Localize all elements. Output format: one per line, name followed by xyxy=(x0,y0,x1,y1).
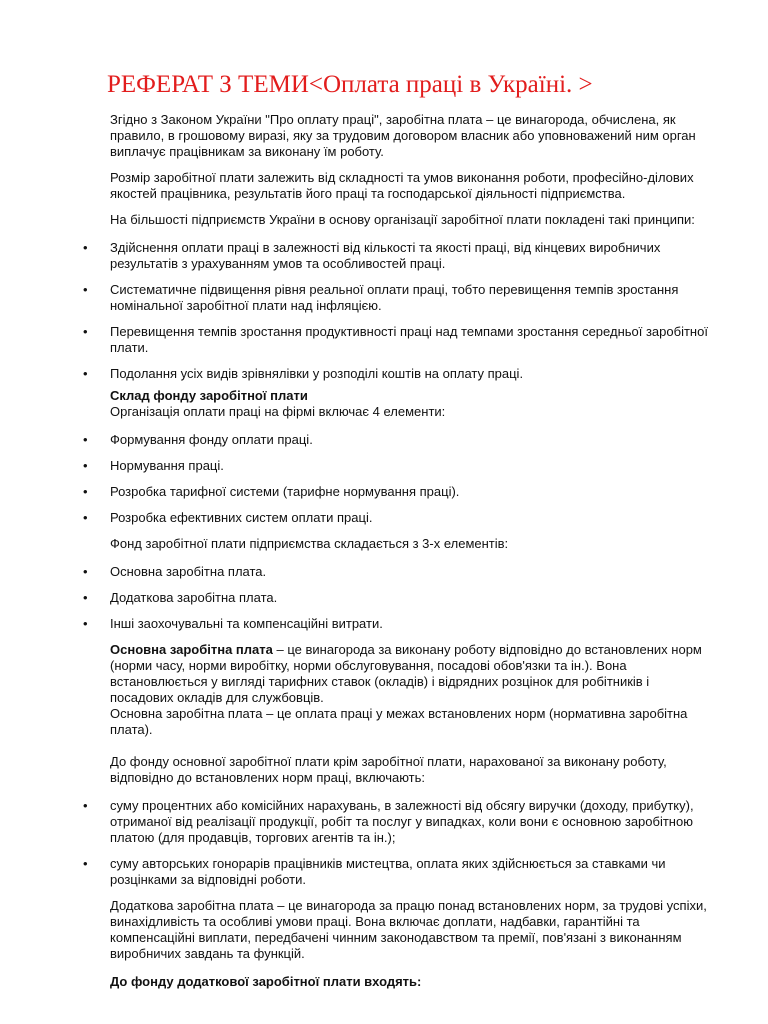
principles-list xyxy=(110,240,712,382)
document-title: РЕФЕРАТ З ТЕМИ<Оплата праці в Україні. > xyxy=(107,71,593,98)
basic-salary-definition-2: Основна заробітна плата – це оплата праці у межах встановлених норм (нормативна заробітна плата). xyxy=(110,706,688,737)
additional-salary-paragraph: Додаткова заробітна плата – це винагорода за працю понад встановлених норм, за трудові успіхи, винахідливість та особливі умови праці. Вона включає доплати, надбавки, гарантійні та компенсаційні виплати, передбачені чинним законодавством та премії, пов'язані з виконанням виробничих завдань та функцій. xyxy=(110,898,707,961)
list-item: • Розробка тарифної системи (тарифне нормування праці). xyxy=(110,484,712,500)
additional-salary-heading: До фонду додаткової заробітної плати входять: xyxy=(110,974,422,989)
basic-salary-list xyxy=(110,798,712,888)
list-item: • Систематичне підвищення рівня реальної оплати праці, тобто перевищення темпів зростання номінальної заробітної плати над інфляцією. xyxy=(110,282,712,314)
list-item: • Додаткова заробітна плата. xyxy=(110,590,712,606)
elements-list xyxy=(110,432,712,526)
intro-paragraph-1: Згідно з Законом України "Про оплату праці", заробітна плата – це винагорода, обчислена, як правило, в грошовому виразі, яку за трудовим договором власник або уповноважений ним орган виплачує працівникам за виконану їм роботу. xyxy=(110,112,696,159)
basic-salary-definition-text: – це винагорода за виконану роботу відповідно до встановлених норм (норми часу, норми виробітку, норми обслуговування, посадові обов'язки та ін.). Вона встановлюється у вигляді тарифних ставок (окладів) і відрядних розцінок для робітників і посадових окладів для службовців. xyxy=(110,642,702,705)
fund-consists: Фонд заробітної плати підприємства складається з 3-х елементів: xyxy=(110,536,509,551)
basic-salary-includes: До фонду основної заробітної плати крім заробітної плати, нарахованої за виконану роботу, відповідно до встановлених норм праці, включають: xyxy=(110,754,667,785)
fund-intro: Організація оплати праці на фірмі включає 4 елементи: xyxy=(110,404,446,419)
basic-salary-text xyxy=(110,642,712,706)
list-item: • Формування фонду оплати праці. xyxy=(110,432,712,448)
list-item: • Нормування праці. xyxy=(110,458,712,474)
list-item: • Розробка ефективних систем оплати праці. xyxy=(110,510,712,526)
list-item: • Перевищення темпів зростання продуктивності праці над темпами зростання середньої заробітної плати. xyxy=(110,324,712,356)
fund-heading: Склад фонду заробітної плати xyxy=(110,388,308,403)
intro-paragraph-2: Розмір заробітної плати залежить від складності та умов виконання роботи, професійно-ділових якостей працівника, результатів його праці та господарської діяльності підприємства. xyxy=(110,170,694,201)
fund-parts-list xyxy=(110,564,712,632)
list-item: • Інші заохочувальні та компенсаційні витрати. xyxy=(110,616,712,632)
list-item: • Здійснення оплати праці в залежності від кількості та якості праці, від кінцевих виробничих результатів з урахуванням умов та особливостей праці. xyxy=(110,240,712,272)
list-item: • суму процентних або комісійних нарахувань, в залежності від обсягу виручки (доходу, прибутку), отриманої від реалізації продукції, робіт та послуг у випадках, коли вони є основною заробітною платою (для продавців, торгових агентів та ін.); xyxy=(110,798,712,846)
intro-paragraph-3: На більшості підприємств України в основу організації заробітної плати покладені такі принципи: xyxy=(110,212,695,227)
list-item: • суму авторських гонорарів працівників мистецтва, оплата яких здійснюється за ставками чи розцінками за відповідні роботи. xyxy=(110,856,712,888)
list-item: • Подолання усіх видів зрівнялівки у розподілі коштів на оплату праці. xyxy=(110,366,712,382)
list-item: • Основна заробітна плата. xyxy=(110,564,712,580)
basic-salary-definition xyxy=(110,642,712,738)
basic-salary-term: Основна заробітна плата xyxy=(110,642,273,657)
